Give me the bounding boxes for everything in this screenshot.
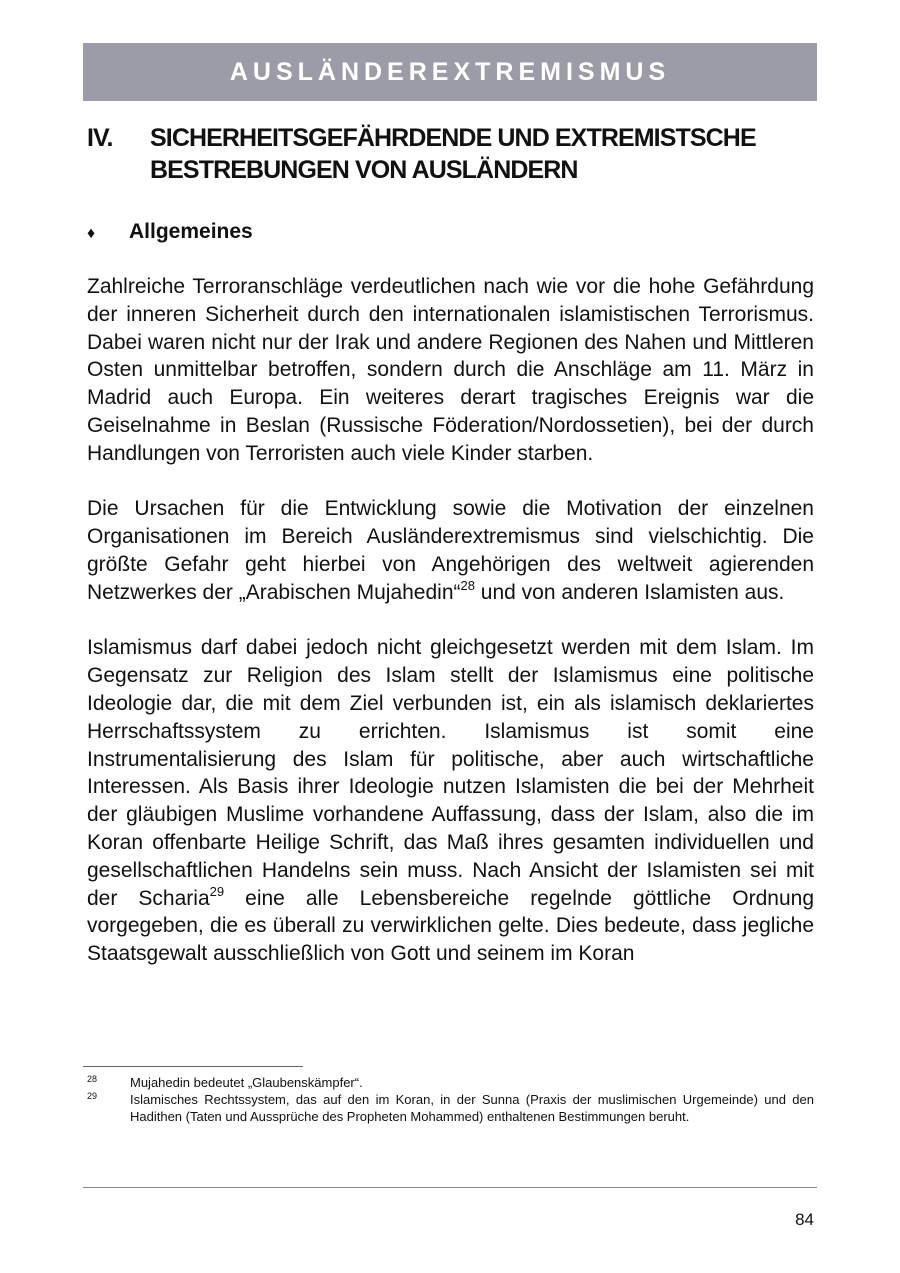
- footnote-number: 28: [87, 1074, 98, 1084]
- paragraph-3-text-a: Islamismus darf dabei jedoch nicht gleichgesetzt werden mit dem Islam. Im Gegensatz zur Religion des Islam stellt der Islamismus eine politische Ideologie dar, die mit dem Ziel verbunden ist, ein als islamisch deklariertes Herrschaftssystem zu errichten. Islamismus ist somit eine Instrumentalisierung des Islam für politische, aber auch wirtschaftliche Interessen. Als Basis ihrer Ideologie nutzen Islamisten die bei der Mehrheit der gläubigen Muslime vorhandene Auffassung, dass der Islam, also die im Koran offenbarte Heilige Schrift, das Maß ihres gesamten individuellen und gesellschaftlichen Handelns sein muss. Nach Ansicht der Islamisten sei mit der Scharia: [87, 636, 814, 910]
- paragraph-2-text-b: und von anderen Islamisten aus.: [474, 580, 785, 604]
- subsection-heading: [87, 218, 253, 248]
- footnotes: [87, 1074, 814, 1125]
- paragraph-3-text-b: eine alle Lebensbereiche regelnde göttliche Ordnung vorgegeben, die es überall zu verwirklichen gelte. Dies bedeute, dass jegliche Staatsgewalt ausschließlich von Gott und seinem im Koran: [87, 886, 814, 966]
- paragraph-2-text-a: Die Ursachen für die Entwicklung sowie die Motivation der einzelnen Organisationen im Bereich Ausländerextremismus sind vielschichtig. Die größte Gefahr geht hierbei von Angehörigen des weltweit agierenden Netzwerkes der „Arabischen Mujahedin“: [87, 497, 814, 604]
- footnote-text: Islamisches Rechtssystem, das auf den im Koran, in der Sunna (Praxis der muslimischen Urgemeinde) und den Hadithen (Taten und Aussprüche des Propheten Mohammed) enthaltenen Bestimmungen beruht.: [130, 1092, 814, 1124]
- subsection-title: Allgemeines: [129, 220, 253, 243]
- chapter-banner: AUSLÄNDEREXTREMISMUS: [83, 43, 817, 101]
- paragraph-2: [87, 495, 814, 606]
- footnote-text: Mujahedin bedeutet „Glaubenskämpfer“.: [130, 1075, 363, 1090]
- footnote-number: 29: [87, 1091, 98, 1101]
- paragraph-1: Zahlreiche Terroranschläge verdeutlichen nach wie vor die hohe Gefährdung der inneren Sicherheit durch den internationalen islamistischen Terrorismus. Dabei waren nicht nur der Irak und andere Regionen des Nahen und Mittleren Osten unmittelbar betroffen, sondern durch die Anschläge am 11. März in Madrid auch Europa. Ein weiteres derart tragisches Ereignis war die Geiselnahme in Beslan (Russische Föderation/Nordossetien), bei der durch Handlungen von Terroristen auch viele Kinder starben.: [87, 275, 814, 465]
- footnote-28: [87, 1074, 814, 1091]
- diamond-bullet-icon: ♦: [87, 225, 96, 242]
- footer-divider: [83, 1187, 817, 1188]
- body-text: [87, 273, 814, 968]
- footnote-divider: [83, 1066, 303, 1067]
- section-title: SICHERHEITSGEFÄHRDENDE UND EXTREMISTSCHE BESTREBUNGEN VON AUSLÄNDERN: [150, 124, 756, 184]
- page-number: 84: [795, 1210, 814, 1229]
- footnote-ref-29: 29: [209, 883, 225, 899]
- footnote-ref-28: 28: [460, 577, 475, 593]
- section-number: IV.: [87, 124, 113, 152]
- paragraph-3: [87, 634, 814, 968]
- footnote-29: [87, 1091, 814, 1125]
